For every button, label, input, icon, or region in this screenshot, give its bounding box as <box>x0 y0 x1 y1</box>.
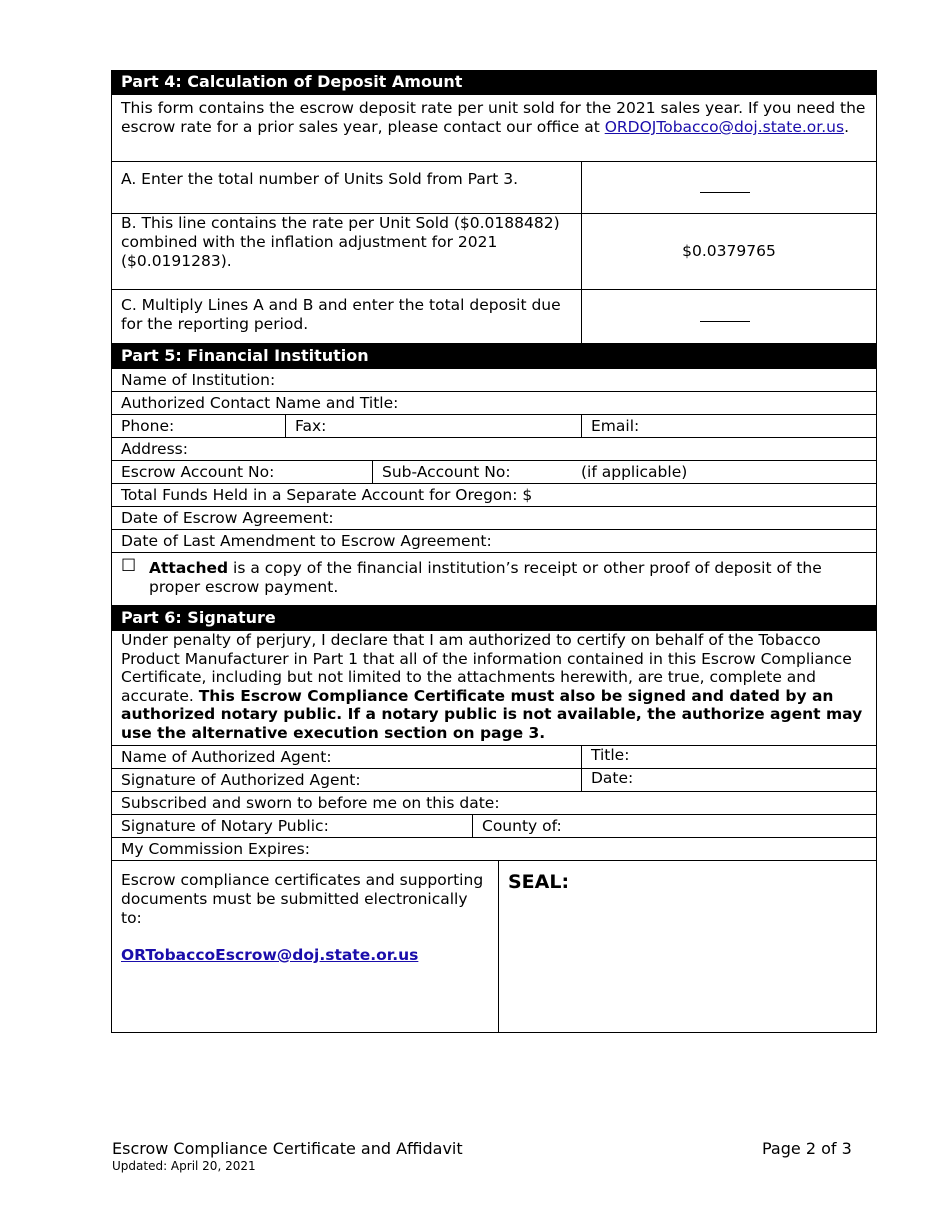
footer-page-number: Page 2 of 3 <box>762 1139 852 1158</box>
institution-name-field[interactable]: Name of Institution: <box>111 368 877 392</box>
attached-text: is a copy of the financial institution’s receipt or other proof of deposit of the proper escrow payment. <box>149 559 822 596</box>
attached-bold: Attached <box>149 559 229 577</box>
commission-expires-field[interactable]: My Commission Expires: <box>111 837 877 861</box>
line-a-input[interactable] <box>581 161 877 214</box>
line-c-input[interactable] <box>581 289 877 344</box>
fax-field[interactable]: Fax: <box>285 414 582 438</box>
subscribed-date-field[interactable]: Subscribed and sworn to before me on this date: <box>111 791 877 815</box>
agent-signature-field[interactable]: Signature of Authorized Agent: <box>111 768 582 792</box>
attached-row <box>111 552 877 606</box>
part4-intro-email-link[interactable]: ORDOJTobacco@doj.state.or.us <box>604 118 845 136</box>
line-a-blank <box>700 192 750 193</box>
line-b-label: B. This line contains the rate per Unit Sold ($0.0188482) combined with the inflation adjustment for 2021 ($0.0191283). <box>111 213 582 290</box>
county-field[interactable]: County of: <box>472 814 877 838</box>
sub-account-label: Sub-Account No: <box>382 463 511 481</box>
submission-info <box>111 860 499 1033</box>
contact-name-field[interactable]: Authorized Contact Name and Title: <box>111 391 877 415</box>
agent-name-field[interactable]: Name of Authorized Agent: <box>111 745 582 769</box>
part5-header: Part 5: Financial Institution <box>111 344 877 368</box>
title-field[interactable]: Title: <box>581 745 877 769</box>
footer-title: Escrow Compliance Certificate and Affidavit <box>112 1139 463 1158</box>
sub-account-field[interactable] <box>372 460 877 484</box>
phone-field[interactable]: Phone: <box>111 414 286 438</box>
part6-header: Part 6: Signature <box>111 606 877 630</box>
part4-header: Part 4: Calculation of Deposit Amount <box>111 70 877 94</box>
notary-signature-field[interactable]: Signature of Notary Public: <box>111 814 473 838</box>
footer-updated: Updated: April 20, 2021 <box>112 1159 256 1173</box>
line-a-label: A. Enter the total number of Units Sold from Part 3. <box>111 161 582 214</box>
total-funds-field[interactable]: Total Funds Held in a Separate Account for Oregon: $ <box>111 483 877 507</box>
seal-label: SEAL: <box>508 871 570 893</box>
part4-intro-text: This form contains the escrow deposit rate per unit sold for the 2021 sales year. If you need the escrow rate for a prior sales year, please contact our office at <box>121 99 866 136</box>
email-field[interactable]: Email: <box>581 414 877 438</box>
address-field[interactable]: Address: <box>111 437 877 461</box>
if-applicable-note: (if applicable) <box>581 463 688 481</box>
amendment-date-field[interactable]: Date of Last Amendment to Escrow Agreement: <box>111 529 877 553</box>
escrow-account-field[interactable]: Escrow Account No: <box>111 460 373 484</box>
escrow-agreement-date-field[interactable]: Date of Escrow Agreement: <box>111 506 877 530</box>
submission-email-link[interactable]: ORTobaccoEscrow@doj.state.or.us <box>121 946 419 964</box>
line-b-value: $0.0379765 <box>581 213 877 290</box>
seal-box <box>498 860 877 1033</box>
line-c-blank <box>700 321 750 322</box>
declaration-text: Under penalty of perjury, I declare that I am authorized to certify on behalf of the Tobacco Product Manufacturer in Part 1 that all of the information contained in this Escrow Compliance Certificate, including but not limited to the attachments herewith, are true, complete and accurate. <box>121 631 852 705</box>
part4-intro-end: . <box>844 118 850 136</box>
declaration-bold: This Escrow Compliance Certificate must also be signed and dated by an authorized notary public. If a notary public is not available, the authorize agent may use the alternative execution section on page 3. <box>121 686 863 742</box>
submission-text: Escrow compliance certificates and supporting documents must be submitted electronically to: <box>121 871 484 927</box>
attached-checkbox[interactable]: ☐ <box>121 556 137 576</box>
part4-intro <box>111 94 877 162</box>
date-field[interactable]: Date: <box>581 768 877 792</box>
declaration <box>111 630 877 746</box>
line-c-label: C. Multiply Lines A and B and enter the total deposit due for the reporting period. <box>111 289 582 344</box>
